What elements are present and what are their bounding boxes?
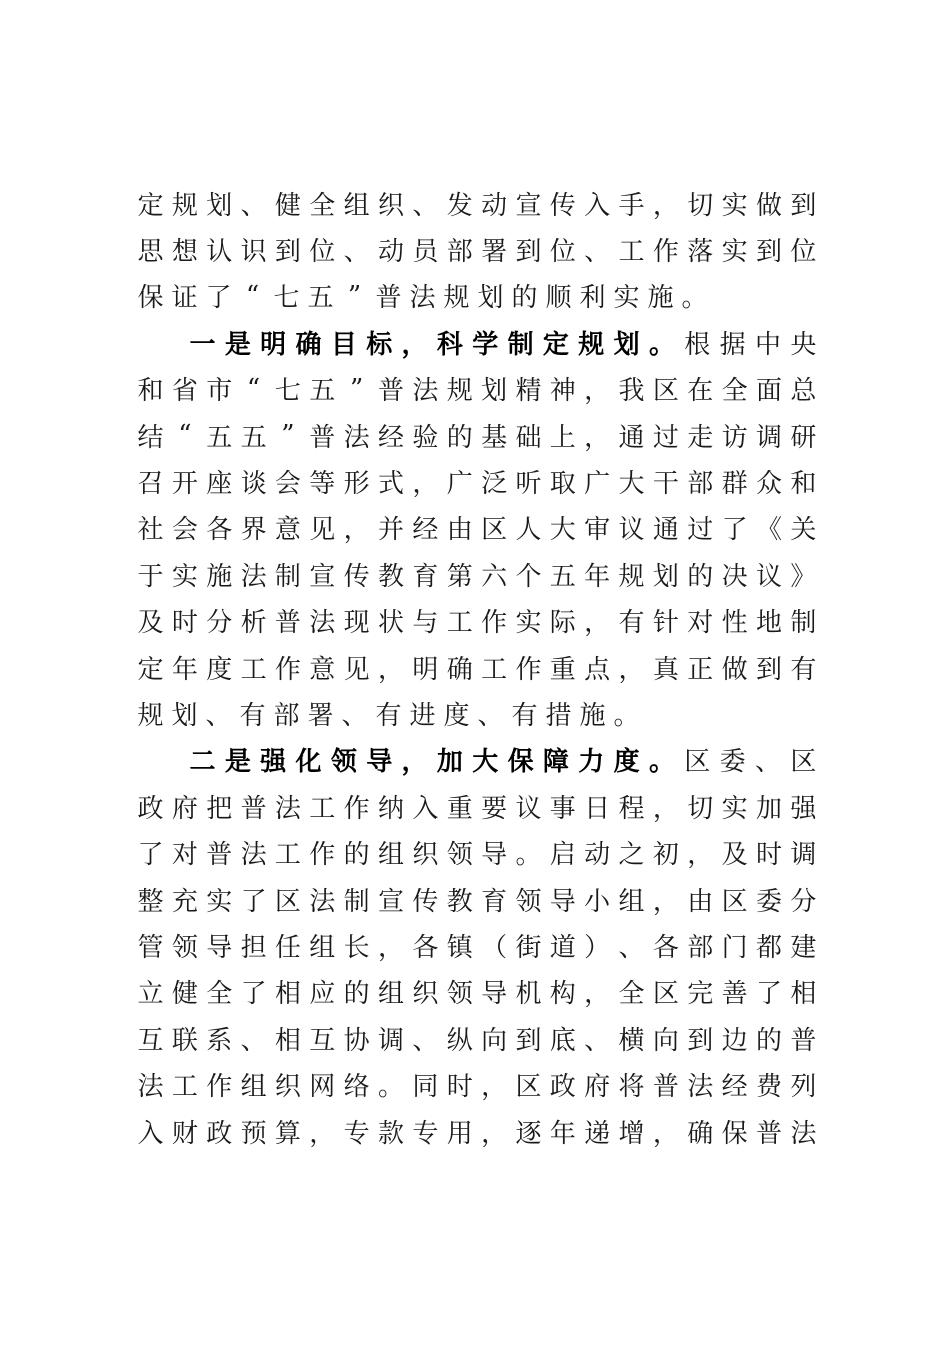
text-line: 立 健 全 了 相 应 的 组 织 领 导 机 构 ， 全 区 完 善 了 相: [137, 979, 817, 1010]
text-line: 社 会 各 界 意 见 ， 并 经 由 区 人 大 审 议 通 过 了 《 关: [137, 515, 817, 546]
text-line: 入 财 政 预 算 ， 专 款 专 用 ， 逐 年 递 增 ， 确 保 普 法: [137, 1118, 817, 1149]
text-line: 及 时 分 析 普 法 现 状 与 工 作 实 际 ， 有 针 对 性 地 制: [137, 608, 817, 639]
text-line: 思 想 认 识 到 位 、 动 员 部 署 到 位 、 工 作 落 实 到 位: [137, 237, 817, 268]
text-line: 管 领 导 担 任 组 长 ， 各 镇 （ 街 道 ） 、 各 部 门 都 建: [137, 932, 817, 963]
text-line: 定 年 度 工 作 意 见 ， 明 确 工 作 重 点 ， 真 正 做 到 有: [137, 654, 817, 685]
text-line: 定 规 划 、 健 全 组 织 、 发 动 宣 传 入 手 ， 切 实 做 到: [137, 190, 817, 221]
body-text: [137, 180, 817, 1154]
text-line: 于 实 施 法 制 宣 传 教 育 第 六 个 五 年 规 划 的 决 议 》: [137, 561, 817, 592]
text-line: 保 证 了 “ 七 五 ” 普 法 规 划 的 顺 利 实 施 。: [137, 280, 708, 314]
text-line: 整 充 实 了 区 法 制 宣 传 教 育 领 导 小 组 ， 由 区 委 分: [137, 886, 817, 917]
text-line: 一 是 明 确 目 标 ， 科 学 制 定 规 划 。 根 据 中 央: [189, 329, 817, 360]
text-line: 互 联 系 、 相 互 协 调 、 纵 向 到 底 、 横 向 到 边 的 普: [137, 1025, 817, 1056]
text-line: 二 是 强 化 领 导 ， 加 大 保 障 力 度 。 区 委 、 区: [189, 747, 817, 778]
text-line: 了 对 普 法 工 作 的 组 织 领 导 。 启 动 之 初 ， 及 时 调: [137, 840, 817, 871]
text-line: 规 划 、 有 部 署 、 有 进 度 、 有 措 施 。: [137, 700, 640, 731]
text-line: 政 府 把 普 法 工 作 纳 入 重 要 议 事 日 程 ， 切 实 加 强: [137, 793, 817, 824]
text-line: 和 省 市 “ 七 五 ” 普 法 规 划 精 神 ， 我 区 在 全 面 总: [137, 373, 817, 407]
text-line: 召 开 座 谈 会 等 形 式 ， 广 泛 听 取 广 大 干 部 群 众 和: [137, 469, 817, 500]
text-line: 结 “ 五 五 ” 普 法 经 验 的 基 础 上 ， 通 过 走 访 调 研: [137, 420, 817, 453]
text-line: 法 工 作 组 织 网 络 。 同 时 ， 区 政 府 将 普 法 经 费 列: [137, 1072, 817, 1103]
